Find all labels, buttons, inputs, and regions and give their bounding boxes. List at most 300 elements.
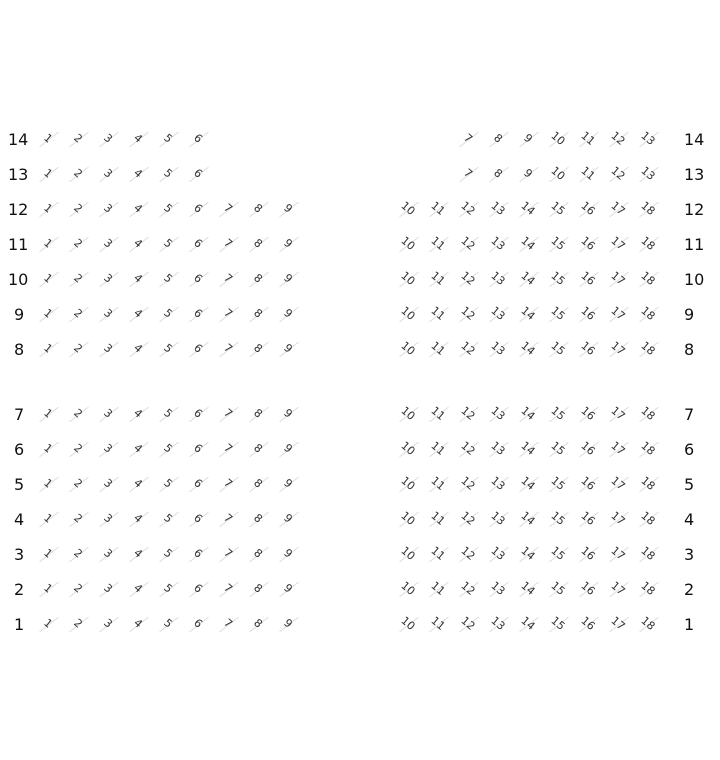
seat-14-12[interactable]	[606, 128, 630, 152]
seat-number: 7	[221, 476, 235, 491]
seat-number: 18	[638, 404, 658, 423]
seat-9-12[interactable]	[456, 303, 480, 327]
seat-6-18[interactable]	[636, 438, 660, 462]
seat-13-7[interactable]	[456, 163, 480, 187]
seat-10-6[interactable]	[186, 268, 210, 292]
seat-5-11[interactable]	[426, 473, 450, 497]
seat-11-13[interactable]	[486, 233, 510, 257]
seat-8-18[interactable]	[636, 338, 660, 362]
seat-11-14[interactable]	[516, 233, 540, 257]
seat-3-10[interactable]	[396, 543, 420, 567]
seat-13-9[interactable]	[516, 163, 540, 187]
seat-4-12[interactable]	[456, 508, 480, 532]
seat-1-2[interactable]	[66, 613, 90, 637]
seat-10-13[interactable]	[486, 268, 510, 292]
seat-6-13[interactable]	[486, 438, 510, 462]
seat-11-1[interactable]	[36, 233, 60, 257]
seat-3-11[interactable]	[426, 543, 450, 567]
seat-10-17[interactable]	[606, 268, 630, 292]
seat-number: 9	[281, 581, 295, 596]
seat-number: 11	[428, 509, 448, 528]
seat-number: 17	[608, 614, 628, 633]
seat-2-2[interactable]	[66, 578, 90, 602]
seat-13-8[interactable]	[486, 163, 510, 187]
seat-12-13[interactable]	[486, 198, 510, 222]
seat-2-5[interactable]	[156, 578, 180, 602]
seat-number: 4	[131, 441, 145, 456]
seat-2-18[interactable]	[636, 578, 660, 602]
seat-12-9[interactable]	[276, 198, 300, 222]
seat-5-9[interactable]	[276, 473, 300, 497]
seat-11-10[interactable]	[396, 233, 420, 257]
seat-3-13[interactable]	[486, 543, 510, 567]
seat-8-1[interactable]	[36, 338, 60, 362]
seat-5-10[interactable]	[396, 473, 420, 497]
seat-3-1[interactable]	[36, 543, 60, 567]
seat-number: 14	[518, 579, 538, 598]
seat-3-7[interactable]	[216, 543, 240, 567]
seat-number: 2	[71, 581, 85, 596]
seat-13-11[interactable]	[576, 163, 600, 187]
row-label-right-7: 7	[684, 405, 695, 424]
seat-9-7[interactable]	[216, 303, 240, 327]
seat-14-5[interactable]	[156, 128, 180, 152]
seat-number: 5	[161, 131, 175, 146]
seat-7-7[interactable]	[216, 403, 240, 427]
seat-5-7[interactable]	[216, 473, 240, 497]
seat-10-9[interactable]	[276, 268, 300, 292]
seat-9-13[interactable]	[486, 303, 510, 327]
seat-1-9[interactable]	[276, 613, 300, 637]
seat-13-4[interactable]	[126, 163, 150, 187]
seat-number: 14	[518, 474, 538, 493]
seat-14-3[interactable]	[96, 128, 120, 152]
seat-1-3[interactable]	[96, 613, 120, 637]
seat-number: 3	[101, 581, 115, 596]
seat-1-8[interactable]	[246, 613, 270, 637]
seat-3-4[interactable]	[126, 543, 150, 567]
seat-7-1[interactable]	[36, 403, 60, 427]
seat-1-18[interactable]	[636, 613, 660, 637]
seat-number: 18	[638, 509, 658, 528]
seat-7-17[interactable]	[606, 403, 630, 427]
seat-number: 8	[251, 406, 265, 421]
seat-7-12[interactable]	[456, 403, 480, 427]
seat-number: 16	[578, 439, 598, 458]
seat-6-8[interactable]	[246, 438, 270, 462]
seat-12-18[interactable]	[636, 198, 660, 222]
seat-6-4[interactable]	[126, 438, 150, 462]
seat-2-17[interactable]	[606, 578, 630, 602]
seat-7-16[interactable]	[576, 403, 600, 427]
seat-11-11[interactable]	[426, 233, 450, 257]
seat-number: 2	[71, 406, 85, 421]
seat-9-4[interactable]	[126, 303, 150, 327]
seat-7-6[interactable]	[186, 403, 210, 427]
seat-14-9[interactable]	[516, 128, 540, 152]
row-label-left-6: 6	[14, 440, 25, 459]
seat-14-6[interactable]	[186, 128, 210, 152]
seat-8-6[interactable]	[186, 338, 210, 362]
seat-2-16[interactable]	[576, 578, 600, 602]
seat-8-14[interactable]	[516, 338, 540, 362]
seat-1-17[interactable]	[606, 613, 630, 637]
seat-14-11[interactable]	[576, 128, 600, 152]
seat-6-17[interactable]	[606, 438, 630, 462]
seat-6-3[interactable]	[96, 438, 120, 462]
seat-number: 1	[41, 476, 55, 491]
seat-8-2[interactable]	[66, 338, 90, 362]
seat-7-2[interactable]	[66, 403, 90, 427]
seat-10-4[interactable]	[126, 268, 150, 292]
seat-2-11[interactable]	[426, 578, 450, 602]
seat-11-17[interactable]	[606, 233, 630, 257]
seat-4-10[interactable]	[396, 508, 420, 532]
seat-number: 12	[458, 544, 478, 563]
seat-number: 6	[191, 341, 205, 356]
seat-12-14[interactable]	[516, 198, 540, 222]
seat-4-7[interactable]	[216, 508, 240, 532]
seat-10-7[interactable]	[216, 268, 240, 292]
seat-number: 13	[638, 129, 658, 148]
seat-3-17[interactable]	[606, 543, 630, 567]
seat-11-9[interactable]	[276, 233, 300, 257]
seat-5-3[interactable]	[96, 473, 120, 497]
seat-1-4[interactable]	[126, 613, 150, 637]
seat-11-3[interactable]	[96, 233, 120, 257]
seat-10-8[interactable]	[246, 268, 270, 292]
seat-4-3[interactable]	[96, 508, 120, 532]
seat-7-18[interactable]	[636, 403, 660, 427]
seat-12-4[interactable]	[126, 198, 150, 222]
seat-3-18[interactable]	[636, 543, 660, 567]
seat-1-11[interactable]	[426, 613, 450, 637]
seat-number: 16	[578, 544, 598, 563]
seat-4-13[interactable]	[486, 508, 510, 532]
seat-number: 6	[191, 166, 205, 181]
seat-4-8[interactable]	[246, 508, 270, 532]
seat-number: 5	[161, 306, 175, 321]
seat-6-14[interactable]	[516, 438, 540, 462]
seat-7-13[interactable]	[486, 403, 510, 427]
seat-9-10[interactable]	[396, 303, 420, 327]
seat-12-2[interactable]	[66, 198, 90, 222]
seat-3-12[interactable]	[456, 543, 480, 567]
seat-2-9[interactable]	[276, 578, 300, 602]
seat-4-11[interactable]	[426, 508, 450, 532]
seat-7-11[interactable]	[426, 403, 450, 427]
seat-1-1[interactable]	[36, 613, 60, 637]
seat-8-11[interactable]	[426, 338, 450, 362]
seat-number: 7	[221, 271, 235, 286]
seat-8-5[interactable]	[156, 338, 180, 362]
seat-3-8[interactable]	[246, 543, 270, 567]
seat-2-13[interactable]	[486, 578, 510, 602]
row-label-left-5: 5	[14, 475, 25, 494]
seat-3-6[interactable]	[186, 543, 210, 567]
seat-4-2[interactable]	[66, 508, 90, 532]
seat-2-4[interactable]	[126, 578, 150, 602]
seat-8-12[interactable]	[456, 338, 480, 362]
seat-2-6[interactable]	[186, 578, 210, 602]
seat-number: 11	[428, 339, 448, 358]
seat-5-12[interactable]	[456, 473, 480, 497]
seat-12-12[interactable]	[456, 198, 480, 222]
seat-12-15[interactable]	[546, 198, 570, 222]
seat-number: 12	[458, 474, 478, 493]
seat-7-3[interactable]	[96, 403, 120, 427]
seat-9-1[interactable]	[36, 303, 60, 327]
seat-4-6[interactable]	[186, 508, 210, 532]
seat-number: 5	[161, 236, 175, 251]
seat-8-9[interactable]	[276, 338, 300, 362]
seat-11-4[interactable]	[126, 233, 150, 257]
seat-7-8[interactable]	[246, 403, 270, 427]
seat-5-4[interactable]	[126, 473, 150, 497]
seat-12-10[interactable]	[396, 198, 420, 222]
seat-number: 11	[428, 614, 448, 633]
seat-7-5[interactable]	[156, 403, 180, 427]
seat-10-14[interactable]	[516, 268, 540, 292]
seat-14-7[interactable]	[456, 128, 480, 152]
seat-number: 10	[398, 339, 418, 358]
seat-5-2[interactable]	[66, 473, 90, 497]
seat-number: 5	[161, 476, 175, 491]
seat-14-13[interactable]	[636, 128, 660, 152]
seat-13-3[interactable]	[96, 163, 120, 187]
seat-1-13[interactable]	[486, 613, 510, 637]
seat-7-9[interactable]	[276, 403, 300, 427]
seat-2-10[interactable]	[396, 578, 420, 602]
seat-2-7[interactable]	[216, 578, 240, 602]
seat-3-14[interactable]	[516, 543, 540, 567]
seat-5-6[interactable]	[186, 473, 210, 497]
seat-9-8[interactable]	[246, 303, 270, 327]
seat-9-5[interactable]	[156, 303, 180, 327]
seat-number: 12	[458, 199, 478, 218]
seat-2-15[interactable]	[546, 578, 570, 602]
seat-1-12[interactable]	[456, 613, 480, 637]
seat-number: 3	[101, 306, 115, 321]
seat-10-15[interactable]	[546, 268, 570, 292]
seat-number: 9	[281, 341, 295, 356]
seat-12-11[interactable]	[426, 198, 450, 222]
seat-13-12[interactable]	[606, 163, 630, 187]
seat-number: 4	[131, 306, 145, 321]
seat-number: 7	[221, 581, 235, 596]
seat-number: 7	[221, 616, 235, 631]
seat-8-8[interactable]	[246, 338, 270, 362]
seat-12-3[interactable]	[96, 198, 120, 222]
seat-8-16[interactable]	[576, 338, 600, 362]
seat-6-2[interactable]	[66, 438, 90, 462]
seat-1-7[interactable]	[216, 613, 240, 637]
seat-4-5[interactable]	[156, 508, 180, 532]
seat-8-10[interactable]	[396, 338, 420, 362]
seat-1-10[interactable]	[396, 613, 420, 637]
seat-1-5[interactable]	[156, 613, 180, 637]
seat-number: 12	[458, 269, 478, 288]
seat-6-16[interactable]	[576, 438, 600, 462]
seat-9-9[interactable]	[276, 303, 300, 327]
seat-number: 9	[281, 201, 295, 216]
seat-5-8[interactable]	[246, 473, 270, 497]
seat-5-1[interactable]	[36, 473, 60, 497]
seat-number: 4	[131, 201, 145, 216]
seat-8-15[interactable]	[546, 338, 570, 362]
seat-12-8[interactable]	[246, 198, 270, 222]
seat-7-4[interactable]	[126, 403, 150, 427]
seat-7-10[interactable]	[396, 403, 420, 427]
seat-14-2[interactable]	[66, 128, 90, 152]
seat-2-1[interactable]	[36, 578, 60, 602]
seat-number: 14	[518, 544, 538, 563]
seat-10-5[interactable]	[156, 268, 180, 292]
seat-9-6[interactable]	[186, 303, 210, 327]
seat-4-14[interactable]	[516, 508, 540, 532]
seat-4-9[interactable]	[276, 508, 300, 532]
seat-1-6[interactable]	[186, 613, 210, 637]
row-label-left-7: 7	[14, 405, 25, 424]
seat-number: 4	[131, 406, 145, 421]
seat-10-12[interactable]	[456, 268, 480, 292]
seat-5-5[interactable]	[156, 473, 180, 497]
seat-number: 3	[101, 546, 115, 561]
seat-11-2[interactable]	[66, 233, 90, 257]
seat-8-17[interactable]	[606, 338, 630, 362]
seat-13-5[interactable]	[156, 163, 180, 187]
seat-13-2[interactable]	[66, 163, 90, 187]
seat-10-16[interactable]	[576, 268, 600, 292]
seat-5-17[interactable]	[606, 473, 630, 497]
seat-6-9[interactable]	[276, 438, 300, 462]
seat-3-5[interactable]	[156, 543, 180, 567]
seat-number: 15	[548, 234, 568, 253]
seat-11-7[interactable]	[216, 233, 240, 257]
seat-3-16[interactable]	[576, 543, 600, 567]
seat-number: 10	[398, 269, 418, 288]
seat-number: 12	[608, 129, 628, 148]
seat-13-10[interactable]	[546, 163, 570, 187]
seat-14-4[interactable]	[126, 128, 150, 152]
seat-12-1[interactable]	[36, 198, 60, 222]
seat-2-3[interactable]	[96, 578, 120, 602]
seat-number: 18	[638, 339, 658, 358]
seat-6-15[interactable]	[546, 438, 570, 462]
seat-8-7[interactable]	[216, 338, 240, 362]
seat-3-9[interactable]	[276, 543, 300, 567]
seat-number: 4	[131, 476, 145, 491]
seat-7-14[interactable]	[516, 403, 540, 427]
seat-number: 6	[191, 201, 205, 216]
seat-12-7[interactable]	[216, 198, 240, 222]
seat-11-8[interactable]	[246, 233, 270, 257]
seat-10-10[interactable]	[396, 268, 420, 292]
seat-12-6[interactable]	[186, 198, 210, 222]
seat-9-16[interactable]	[576, 303, 600, 327]
seat-7-15[interactable]	[546, 403, 570, 427]
seat-4-18[interactable]	[636, 508, 660, 532]
seat-11-15[interactable]	[546, 233, 570, 257]
seat-6-7[interactable]	[216, 438, 240, 462]
seat-2-12[interactable]	[456, 578, 480, 602]
seat-3-15[interactable]	[546, 543, 570, 567]
seat-9-14[interactable]	[516, 303, 540, 327]
seat-11-16[interactable]	[576, 233, 600, 257]
seat-3-3[interactable]	[96, 543, 120, 567]
seat-6-5[interactable]	[156, 438, 180, 462]
seat-6-12[interactable]	[456, 438, 480, 462]
seat-number: 6	[191, 236, 205, 251]
seat-1-15[interactable]	[546, 613, 570, 637]
seat-14-1[interactable]	[36, 128, 60, 152]
seat-8-3[interactable]	[96, 338, 120, 362]
seat-number: 2	[71, 511, 85, 526]
seat-5-15[interactable]	[546, 473, 570, 497]
seat-9-17[interactable]	[606, 303, 630, 327]
seat-2-14[interactable]	[516, 578, 540, 602]
seat-number: 6	[191, 441, 205, 456]
seat-number: 3	[101, 511, 115, 526]
seat-12-16[interactable]	[576, 198, 600, 222]
seat-14-8[interactable]	[486, 128, 510, 152]
seat-10-18[interactable]	[636, 268, 660, 292]
seat-8-13[interactable]	[486, 338, 510, 362]
seat-9-11[interactable]	[426, 303, 450, 327]
seat-13-1[interactable]	[36, 163, 60, 187]
seat-10-1[interactable]	[36, 268, 60, 292]
seat-11-18[interactable]	[636, 233, 660, 257]
seat-8-4[interactable]	[126, 338, 150, 362]
seat-5-16[interactable]	[576, 473, 600, 497]
seat-11-12[interactable]	[456, 233, 480, 257]
seat-12-5[interactable]	[156, 198, 180, 222]
seat-4-17[interactable]	[606, 508, 630, 532]
seat-4-4[interactable]	[126, 508, 150, 532]
seat-6-11[interactable]	[426, 438, 450, 462]
seat-4-16[interactable]	[576, 508, 600, 532]
seat-6-6[interactable]	[186, 438, 210, 462]
seat-12-17[interactable]	[606, 198, 630, 222]
seat-11-5[interactable]	[156, 233, 180, 257]
seat-9-18[interactable]	[636, 303, 660, 327]
seat-3-2[interactable]	[66, 543, 90, 567]
seat-9-3[interactable]	[96, 303, 120, 327]
seat-1-16[interactable]	[576, 613, 600, 637]
seat-5-14[interactable]	[516, 473, 540, 497]
seat-10-3[interactable]	[96, 268, 120, 292]
seat-2-8[interactable]	[246, 578, 270, 602]
seat-11-6[interactable]	[186, 233, 210, 257]
seat-13-6[interactable]	[186, 163, 210, 187]
seat-4-1[interactable]	[36, 508, 60, 532]
seat-number: 10	[398, 234, 418, 253]
seat-6-10[interactable]	[396, 438, 420, 462]
seat-5-18[interactable]	[636, 473, 660, 497]
seat-13-13[interactable]	[636, 163, 660, 187]
seat-10-2[interactable]	[66, 268, 90, 292]
seat-9-15[interactable]	[546, 303, 570, 327]
seat-9-2[interactable]	[66, 303, 90, 327]
seat-6-1[interactable]	[36, 438, 60, 462]
seat-4-15[interactable]	[546, 508, 570, 532]
seat-5-13[interactable]	[486, 473, 510, 497]
seat-14-10[interactable]	[546, 128, 570, 152]
seat-number: 18	[638, 234, 658, 253]
seat-number: 6	[191, 406, 205, 421]
seat-1-14[interactable]	[516, 613, 540, 637]
seat-10-11[interactable]	[426, 268, 450, 292]
